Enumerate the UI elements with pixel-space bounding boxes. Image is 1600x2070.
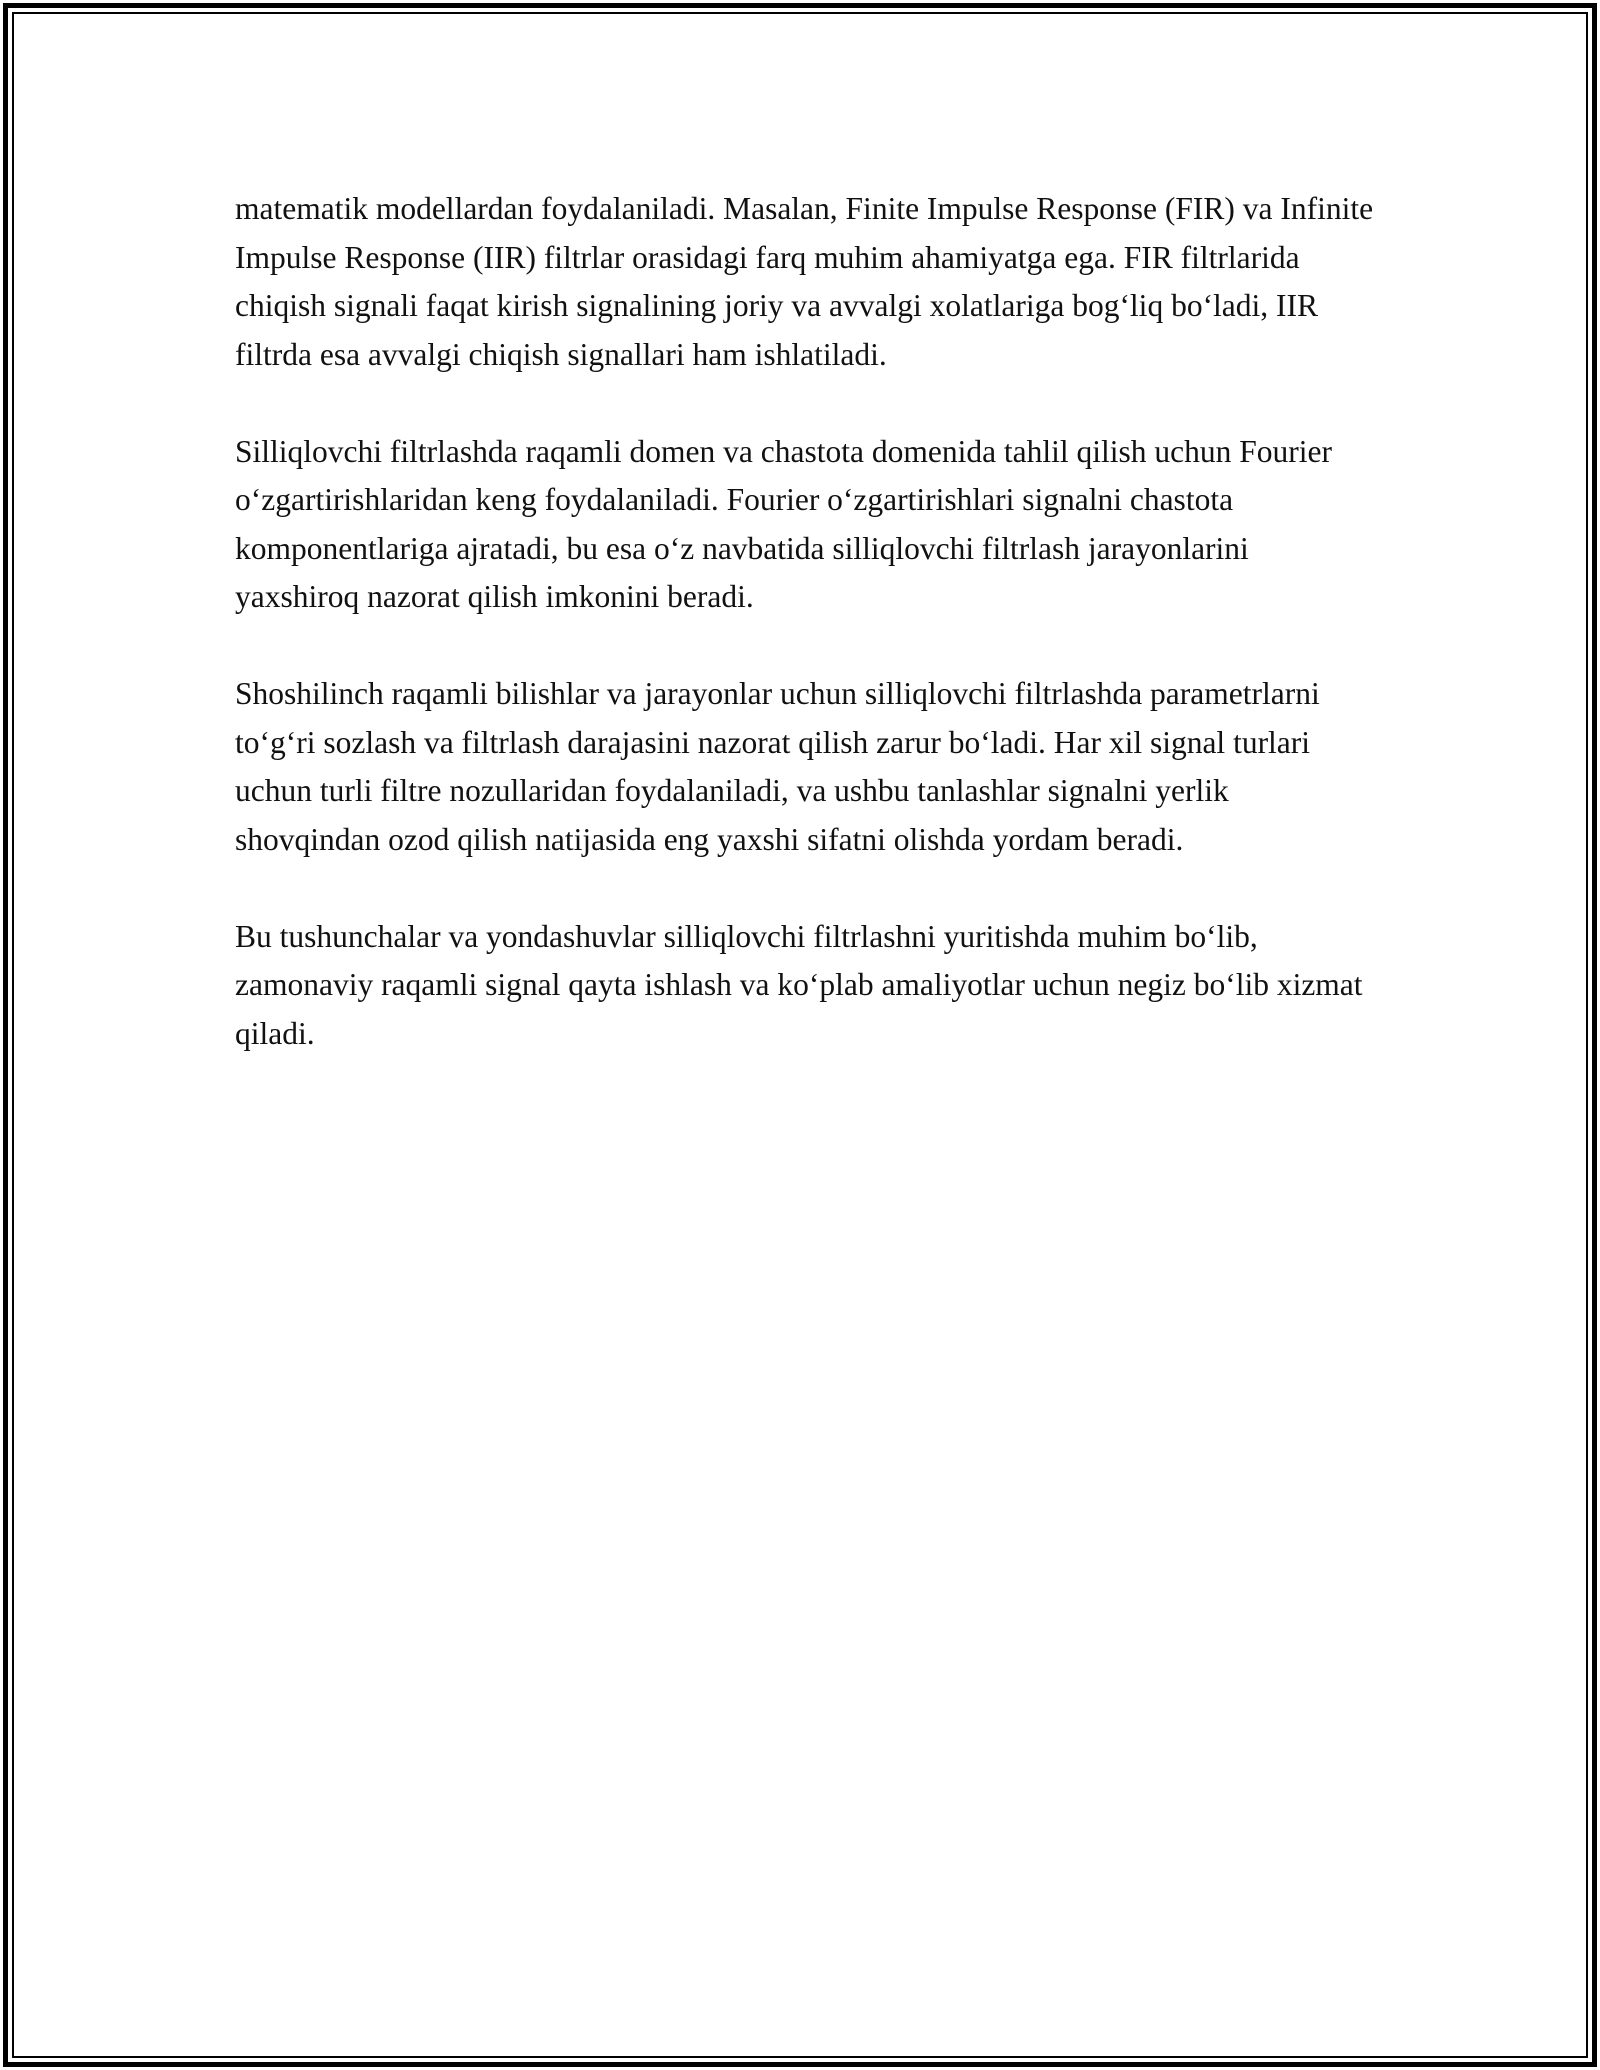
paragraph-fir-iir: matematik modellardan foydalaniladi. Masalan, Finite Impulse Response (FIR) va Infinite Impulse Response (IIR) filtrlar orasidagi farq muhim ahamiyatga ega. FIR filtrlarida chiqish signali faqat kirish signalining joriy va avvalgi xolatlariga bog‘liq bo‘ladi, IIR filtrda esa avvalgi chiqish signallari ham ishlatiladi. — [235, 191, 1374, 372]
paragraph-parameters: Shoshilinch raqamli bilishlar va jarayonlar uchun silliqlovchi filtrlashda parametrlarni to‘g‘ri sozlash va filtrlash darajasini nazorat qilish zarur bo‘ladi. Har xil signal turlari uchun turli filtre nozullaridan foydalaniladi, va ushbu tanlashlar signalni yerlik shovqindan ozod qilish natijasida eng yaxshi sifatni olishda yordam beradi. — [235, 676, 1320, 857]
document-body — [235, 185, 1375, 1107]
paragraph-fourier: Silliqlovchi filtrlashda raqamli domen va chastota domenida tahlil qilish uchun Fourier o‘zgartirishlaridan keng foydalaniladi. Fourier o‘zgartirishlari signalni chastota komponentlariga ajratadi, bu esa o‘z navbatida silliqlovchi filtrlash jarayonlarini yaxshiroq nazorat qilish imkonini beradi. — [235, 433, 1333, 614]
paragraph-conclusion: Bu tushunchalar va yondashuvlar silliqlovchi filtrlashni yuritishda muhim bo‘lib, zamonaviy raqamli signal qayta ishlash va ko‘plab amaliyotlar uchun negiz bo‘lib xizmat qiladi. — [235, 918, 1363, 1051]
